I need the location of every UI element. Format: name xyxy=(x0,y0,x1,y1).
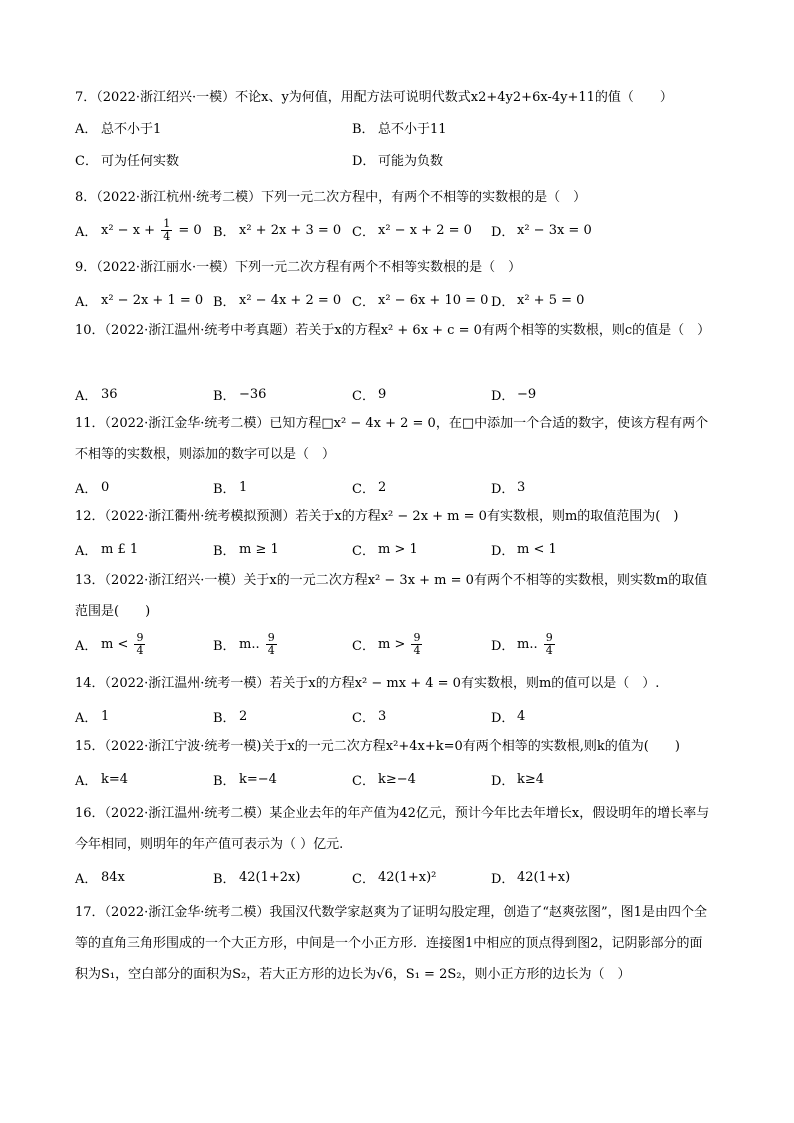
answer-option[interactable] xyxy=(75,285,203,315)
answer-option[interactable] xyxy=(352,764,416,794)
answer-option[interactable] xyxy=(213,285,341,315)
answer-option[interactable] xyxy=(352,118,447,137)
option-letter: A． xyxy=(75,543,98,559)
answer-option[interactable] xyxy=(352,150,443,169)
answer-option[interactable] xyxy=(213,629,279,659)
option-text xyxy=(517,480,525,495)
option-text xyxy=(378,632,424,657)
option-letter: C． xyxy=(352,638,375,654)
option-text xyxy=(378,709,386,724)
option-expression: 2 xyxy=(239,708,248,724)
option-text xyxy=(517,709,525,724)
answer-option[interactable] xyxy=(491,285,584,315)
option-text xyxy=(239,223,341,238)
option-expression: x² − 2x + 1 = 0 xyxy=(101,292,204,308)
option-letter: B． xyxy=(213,481,236,497)
option-letter: A． xyxy=(75,122,98,137)
fraction-denominator: 4 xyxy=(413,643,421,657)
option-text xyxy=(239,772,277,787)
answer-option[interactable] xyxy=(75,764,128,794)
option-expression-tail: = 0 xyxy=(174,222,202,238)
option-expression: m ≥ 1 xyxy=(239,541,279,557)
option-letter: A． xyxy=(75,871,98,887)
option-text xyxy=(378,150,443,169)
option-expression: m > 1 xyxy=(378,541,418,557)
option-letter: A． xyxy=(75,294,98,310)
option-text xyxy=(517,870,570,885)
option-text xyxy=(101,870,125,885)
option-text xyxy=(517,542,557,557)
option-text xyxy=(101,709,109,724)
answer-option[interactable] xyxy=(352,862,436,892)
option-letter: D． xyxy=(491,388,515,404)
option-expression: k≥4 xyxy=(517,771,545,787)
option-expression: m < xyxy=(101,636,133,652)
question-stem: 9．（2022·浙江丽水·一模）下列一元二次方程有两个不相等实数根的是（ ） xyxy=(75,260,522,275)
option-text xyxy=(378,480,386,495)
option-text xyxy=(378,118,447,137)
option-text xyxy=(101,632,147,657)
option-letter: B． xyxy=(213,224,236,240)
option-letter: A． xyxy=(75,481,98,497)
answer-option[interactable] xyxy=(491,764,544,794)
answer-option[interactable] xyxy=(491,215,592,245)
answer-option[interactable] xyxy=(75,629,147,659)
option-letter: D． xyxy=(491,871,515,887)
question-stem: 8．（2022·浙江杭州·统考二模）下列一元二次方程中，有两个不相等的实数根的是（ ） xyxy=(75,190,587,205)
option-expression: 36 xyxy=(101,386,118,402)
answer-option[interactable] xyxy=(352,534,418,564)
option-expression: 4 xyxy=(517,708,526,724)
fraction-denominator: 4 xyxy=(545,643,553,657)
option-expression: x² + 2x + 3 = 0 xyxy=(239,222,342,238)
option-text xyxy=(378,293,488,308)
fraction-numerator: 9 xyxy=(413,630,421,644)
answer-option[interactable] xyxy=(491,701,525,731)
option-letter: A． xyxy=(75,773,98,789)
option-expression: 1 xyxy=(239,479,248,495)
option-letter: B． xyxy=(213,543,236,559)
answer-option[interactable] xyxy=(75,472,109,502)
answer-option[interactable] xyxy=(352,215,472,245)
option-letter: B． xyxy=(213,710,236,726)
answer-option[interactable] xyxy=(75,379,118,409)
answer-option[interactable] xyxy=(491,534,557,564)
option-letter: C． xyxy=(352,543,375,559)
answer-option[interactable] xyxy=(213,215,341,245)
option-expression: 42(1+x)² xyxy=(378,869,437,885)
option-expression: m.. xyxy=(517,636,542,652)
option-text xyxy=(239,542,279,557)
option-text xyxy=(517,293,584,308)
option-expression: x² − 4x + 2 = 0 xyxy=(239,292,342,308)
fraction-numerator: 9 xyxy=(267,630,275,644)
option-letter: D． xyxy=(491,224,515,240)
option-text xyxy=(239,387,266,402)
option-expression: 1 xyxy=(101,708,110,724)
option-letter: D． xyxy=(491,481,515,497)
answer-option[interactable] xyxy=(213,472,247,502)
option-expression: x² − x + xyxy=(101,222,160,238)
option-letter: D． xyxy=(491,710,515,726)
option-expression: 3 xyxy=(378,708,387,724)
option-expression: m > xyxy=(378,636,410,652)
answer-option[interactable] xyxy=(213,764,277,794)
option-expression: −9 xyxy=(517,386,537,402)
option-text xyxy=(239,632,279,657)
option-letter: C． xyxy=(352,224,375,240)
fraction xyxy=(544,632,555,657)
option-expression: k=4 xyxy=(101,771,129,787)
fraction-numerator: 9 xyxy=(545,630,553,644)
option-letter: C． xyxy=(352,388,375,404)
option-letter: A． xyxy=(75,638,98,654)
answer-option[interactable] xyxy=(491,472,525,502)
option-text xyxy=(101,218,202,243)
option-letter: D． xyxy=(491,773,515,789)
answer-option[interactable] xyxy=(75,534,138,564)
option-expression: x² − x + 2 = 0 xyxy=(378,222,472,238)
answer-option[interactable] xyxy=(75,215,202,245)
option-letter: C． xyxy=(75,154,98,169)
option-expression: k=−4 xyxy=(239,771,277,787)
answer-option[interactable] xyxy=(352,379,386,409)
option-expression: 总不小于1 xyxy=(101,122,162,137)
answer-option[interactable] xyxy=(213,534,279,564)
question-stem: 12．（2022·浙江衢州·统考模拟预测）若关于x的方程x² − 2x + m = 0有实数根，则m的取值范围为( ) xyxy=(75,509,679,524)
option-text xyxy=(517,772,544,787)
option-expression: 总不小于11 xyxy=(378,122,447,137)
option-text xyxy=(101,480,109,495)
fraction-numerator: 1 xyxy=(163,216,171,230)
option-letter: B． xyxy=(213,294,236,310)
option-expression: m < 1 xyxy=(517,541,557,557)
question-stem: 11．（2022·浙江金华·统考二模）已知方程□x² − 4x + 2 = 0，在□中添加一个合适的数字，使该方程有两个不相等的实数根，则添加的数字可以是（ ） xyxy=(75,416,709,462)
option-letter: D． xyxy=(491,543,515,559)
option-letter: B． xyxy=(213,871,236,887)
answer-option[interactable] xyxy=(491,862,570,892)
fraction xyxy=(266,632,277,657)
option-text xyxy=(517,387,536,402)
fraction-denominator: 4 xyxy=(267,643,275,657)
option-text xyxy=(378,223,472,238)
option-expression: m £ 1 xyxy=(101,541,139,557)
answer-option[interactable] xyxy=(75,701,109,731)
answer-option[interactable] xyxy=(352,701,386,731)
option-letter: A． xyxy=(75,710,98,726)
question-stem: 15．（2022·浙江宁波·统考一模)关于x的一元二次方程x²+4x+k=0有两个相等的实数根,则k的值为( ) xyxy=(75,739,680,754)
option-letter: B． xyxy=(213,388,236,404)
fraction-numerator: 9 xyxy=(136,630,144,644)
option-text xyxy=(378,387,386,402)
option-expression: 0 xyxy=(101,479,110,495)
answer-option[interactable] xyxy=(352,629,424,659)
option-expression: m.. xyxy=(239,636,264,652)
question-stem: 7．（2022·浙江绍兴·一模）不论x、y为何值，用配方法可说明代数式x2+4y2+6x-4y+11的值（ ） xyxy=(75,90,673,105)
option-expression: x² − 3x = 0 xyxy=(517,222,592,238)
option-letter: D． xyxy=(491,294,515,310)
option-letter: B． xyxy=(213,773,236,789)
option-letter: C． xyxy=(352,294,375,310)
option-expression: 2 xyxy=(378,479,387,495)
option-expression: 可为任何实数 xyxy=(101,154,180,169)
answer-option[interactable] xyxy=(75,862,125,892)
option-text xyxy=(378,542,418,557)
option-text xyxy=(517,223,592,238)
answer-option[interactable] xyxy=(491,629,557,659)
option-text xyxy=(517,632,557,657)
option-letter: C． xyxy=(352,773,375,789)
option-text xyxy=(239,480,247,495)
answer-option[interactable] xyxy=(213,379,266,409)
answer-option[interactable] xyxy=(75,118,161,137)
option-letter: D． xyxy=(491,638,515,654)
option-letter: B． xyxy=(213,638,236,654)
option-expression: 84x xyxy=(101,869,125,885)
answer-option[interactable] xyxy=(75,150,179,169)
option-text xyxy=(101,387,118,402)
option-expression: 9 xyxy=(378,386,387,402)
answer-option[interactable] xyxy=(213,862,300,892)
option-expression: 3 xyxy=(517,479,526,495)
question-stem: 17．（2022·浙江金华·统考二模）我国汉代数学家赵爽为了证明勾股定理，创造了“赵爽弦图”，图1是由四个全等的直角三角形围成的一个大正方形，中间是一个小正方形．连接图1中相应的顶点得到图2，记阴影部分的面积为S₁，空白部分的面积为S₂，若大正方形的边长为√6，S₁ = 2S₂，则小正方形的边长为（ ） xyxy=(75,905,707,982)
option-letter: C． xyxy=(352,871,375,887)
option-text xyxy=(101,772,128,787)
answer-option[interactable] xyxy=(491,379,536,409)
option-text xyxy=(378,772,416,787)
question-stem: 10．（2022·浙江温州·统考中考真题）若关于x的方程x² + 6x + c = 0有两个相等的实数根，则c的值是（ ） xyxy=(75,323,711,338)
option-letter: C． xyxy=(352,710,375,726)
option-letter: C． xyxy=(352,481,375,497)
question-stem: 14．（2022·浙江温州·统考一模）若关于x的方程x² − mx + 4 = 0有实数根，则m的值可以是（ ）. xyxy=(75,676,660,691)
option-letter: A． xyxy=(75,224,98,240)
fraction xyxy=(134,632,145,657)
option-expression: k≥−4 xyxy=(378,771,416,787)
option-expression: 42(1+x) xyxy=(517,869,571,885)
fraction-denominator: 4 xyxy=(163,229,171,243)
answer-option[interactable] xyxy=(213,701,247,731)
option-expression: 42(1+2x) xyxy=(239,869,301,885)
answer-option[interactable] xyxy=(352,285,488,315)
option-text xyxy=(378,870,436,885)
option-text xyxy=(101,293,203,308)
fraction xyxy=(161,218,172,243)
option-text xyxy=(239,293,341,308)
option-expression: x² − 6x + 10 = 0 xyxy=(378,292,489,308)
option-letter: A． xyxy=(75,388,98,404)
option-expression: 可能为负数 xyxy=(378,154,444,169)
option-text xyxy=(101,542,138,557)
question-stem: 16．（2022·浙江温州·统考二模）某企业去年的年产值为42亿元，预计今年比去年增长x，假设明年的增长率与今年相同，则明年的年产值可表示为（ ）亿元. xyxy=(75,806,710,852)
option-expression: x² + 5 = 0 xyxy=(517,292,585,308)
option-text xyxy=(101,118,161,137)
question-stem: 13．（2022·浙江绍兴·一模）关于x的一元二次方程x² − 3x + m = 0有两个不相等的实数根，则实数m的取值范围是( ) xyxy=(75,573,708,619)
option-text xyxy=(101,150,179,169)
option-text xyxy=(239,709,247,724)
option-expression: −36 xyxy=(239,386,267,402)
option-text xyxy=(239,870,300,885)
option-letter: B． xyxy=(352,122,375,137)
fraction xyxy=(411,632,422,657)
option-letter: D． xyxy=(352,154,376,169)
answer-option[interactable] xyxy=(352,472,386,502)
fraction-denominator: 4 xyxy=(136,643,144,657)
